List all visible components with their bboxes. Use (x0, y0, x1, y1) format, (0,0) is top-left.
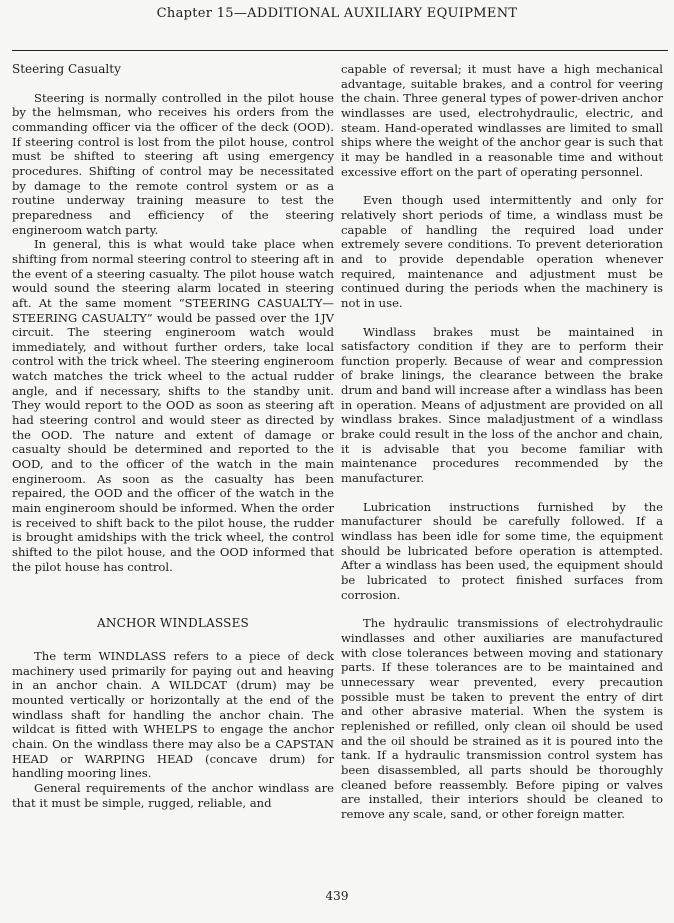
paragraph: In general, this is what would take place when shifting from normal steering control to steering aft in the event of a steering casualty. The pilot house watch would sound the steering alarm located in steering aft. At the same moment “STEERING CASUALTY—STEERING CASUALTY” would be passed over the 1JV circuit. The steering engineroom watch would immediately, and without further orders, take local control with the trick wheel. The steering engineroom watch matches the trick wheel to the actual rudder angle, and if necessary, shifts to the standby unit. They would report to the OOD as soon as steering aft had steering control and would steer as directed by the OOD. The nature and extent of damage or casualty should be determined and reported to the OOD, and to the officer of the watch in the main engineroom. As soon as the casualty has been repaired, the OOD and the officer of the watch in the main engineroom should be informed. When the order is received to shift back to the pilot house, the rudder is brought amidships with the trick wheel, the control shifted to the pilot house, and the OOD informed that the pilot house has control. (12, 237, 334, 574)
heading-anchor-windlasses: ANCHOR WINDLASSES (97, 616, 249, 631)
page-number: 439 (325, 889, 349, 903)
header-rule (12, 50, 668, 52)
paragraph: The term WINDLASS refers to a piece of deck machinery used primarily for paying out and heaving in an anchor chain. A WILDCAT (drum) may be mounted vertically or horizontally at the end of the windlass shaft for handling the anchor chain. The wildcat is fitted with WHELPS to engage the anchor chain. On the windlass there may also be a CAPSTAN HEAD or WARPING HEAD (concave drum) for handling mooring lines. (12, 648, 334, 781)
paragraph: Lubrication instructions furnished by the manufacturer should be carefully followed. If a windlass has been idle for some time, the equipment should be lubricated before operation is attempted. After a windlass has been used, the equipment should be lubricated to protect finished surfaces from corrosion. (341, 499, 663, 602)
section-title-steering-casualty: Steering Casualty (12, 62, 121, 76)
paragraph: General requirements of the anchor windlass are that it must be simple, rugged, reliable, and (12, 780, 334, 810)
left-column (12, 62, 334, 810)
paragraph-continued: capable of reversal; it must have a high mechanical advantage, suitable brakes, and a control for veering the chain. Three general types of power-driven anchor windlasses are used, electrohydraulic, electric, and steam. Hand-operated windlasses are limited to small ships where the weight of the anchor gear is such that it may be handled in a reasonable time and without excessive effort on the part of operating personnel. (341, 62, 663, 179)
paragraph: The hydraulic transmissions of electrohydraulic windlasses and other auxiliaries are manufactured with close tolerances between moving and stationary parts. If these tolerances are to be maintained and unnecessary wear prevented, every precaution possible must be taken to prevent the entry of dirt and other abrasive material. When the system is replenished or refilled, only clean oil should be used and the oil should be strained as it is poured into the tank. If a hydraulic transmission control system has been disassembled, all parts should be thoroughly cleaned before reassembly. Before piping or valves are installed, their interiors should be cleaned to remove any scale, sand, or other foreign matter. (341, 616, 663, 821)
running-header: Chapter 15—ADDITIONAL AUXILIARY EQUIPMENT (156, 6, 518, 21)
paragraph: Even though used intermittently and only for relatively short periods of time, a windlass must be capable of handling the required load under extremely severe conditions. To prevent deterioration and to provide dependable operation whenever required, maintenance and adjustment must be continued during the periods when the machinery is not in use. (341, 193, 663, 310)
right-column (341, 62, 663, 822)
paragraph: Windlass brakes must be maintained in satisfactory condition if they are to perform their function properly. Because of wear and compression of brake linings, the clearance between the brake drum and band will increase after a windlass has been in operation. Means of adjustment are provided on all windlass brakes. Since maladjustment of a windlass brake could result in the loss of the anchor and chain, it is advisable that you become familiar with maintenance procedures recommended by the manufacturer. (341, 324, 663, 486)
paragraph: Steering is normally controlled in the pilot house by the helmsman, who receives his orders from the commanding officer via the officer of the deck (OOD). If steering control is lost from the pilot house, control must be shifted to steering aft using emergency procedures. Shifting of control may be necessitated by damage to the remote control system or as a routine underway training measure to test the preparedness and efficiency of the steering engineroom watch party. (12, 90, 334, 237)
